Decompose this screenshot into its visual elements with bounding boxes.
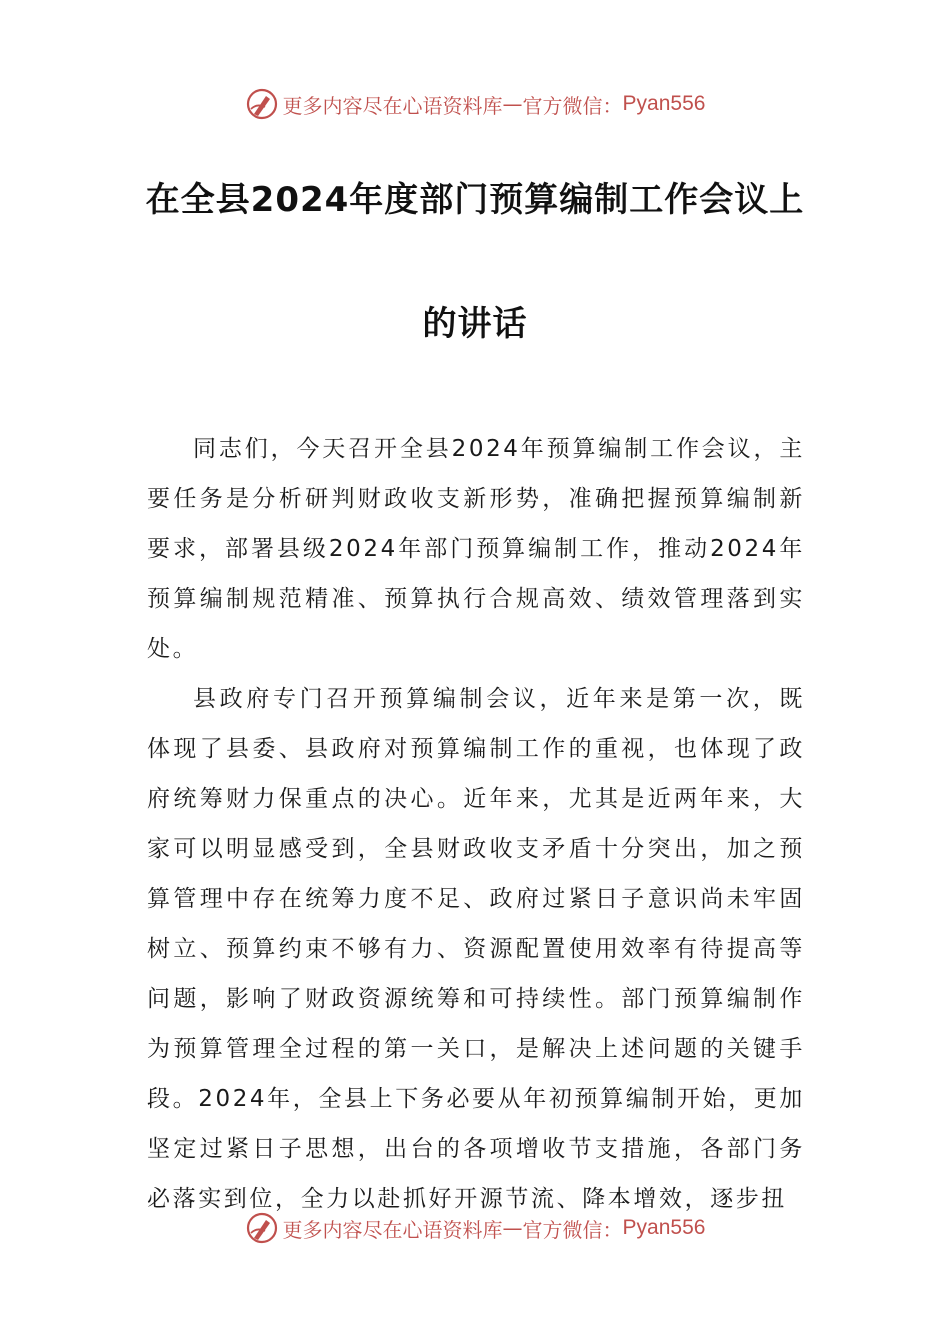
pen-nib-logo-icon [245,87,279,121]
footer-banner-wechat-label: 官方微信： [522,1217,623,1242]
footer-banner-wechat-id: Pyan556 [622,1216,706,1239]
document-body [147,424,805,1224]
banner-wechat-label: 官方微信： [522,93,623,118]
banner-wechat-id: Pyan556 [622,92,706,115]
banner-text: 更多内容尽在心语资料库 [282,93,503,118]
footer-banner-dash: — [502,1216,523,1240]
footer-banner [0,1206,950,1250]
header-banner [0,82,950,126]
footer-banner-text: 更多内容尽在心语资料库 [282,1217,503,1242]
paragraph-1: 同志们，今天召开全县2024年预算编制工作会议，主要任务是分析研判财政收支新形势，准确把握预算编制新要求，部署县级2024年部门预算编制工作，推动2024年预算编制规范精准、预算执行合规高效、绩效管理落到实处。 [147,436,805,662]
document-title-line-1: 在全县2024年度部门预算编制工作会议上 [145,180,805,220]
banner-dash: — [502,92,523,116]
paragraph-2: 县政府专门召开预算编制会议，近年来是第一次，既体现了县委、县政府对预算编制工作的重视，也体现了政府统筹财力保重点的决心。近年来，尤其是近两年来，大家可以明显感受到，全县财政收支矛盾十分突出，加之预算管理中存在统筹力度不足、政府过紧日子意识尚未牢固树立、预算约束不够有力、资源配置使用效率有待提高等问题，影响了财政资源统筹和可持续性。部门预算编制作为预算管理全过程的第一关口，是解决上述问题的关键手段。2024年，全县上下务必要从年初预算编制开始，更加坚定过紧日子思想，出台的各项增收节支措施，各部门务必落实到位，全力以赴抓好开源节流、降本增效，逐步扭 [147,686,805,1212]
pen-nib-logo-icon [245,1211,279,1245]
document-title-line-2: 的讲话 [422,304,528,344]
